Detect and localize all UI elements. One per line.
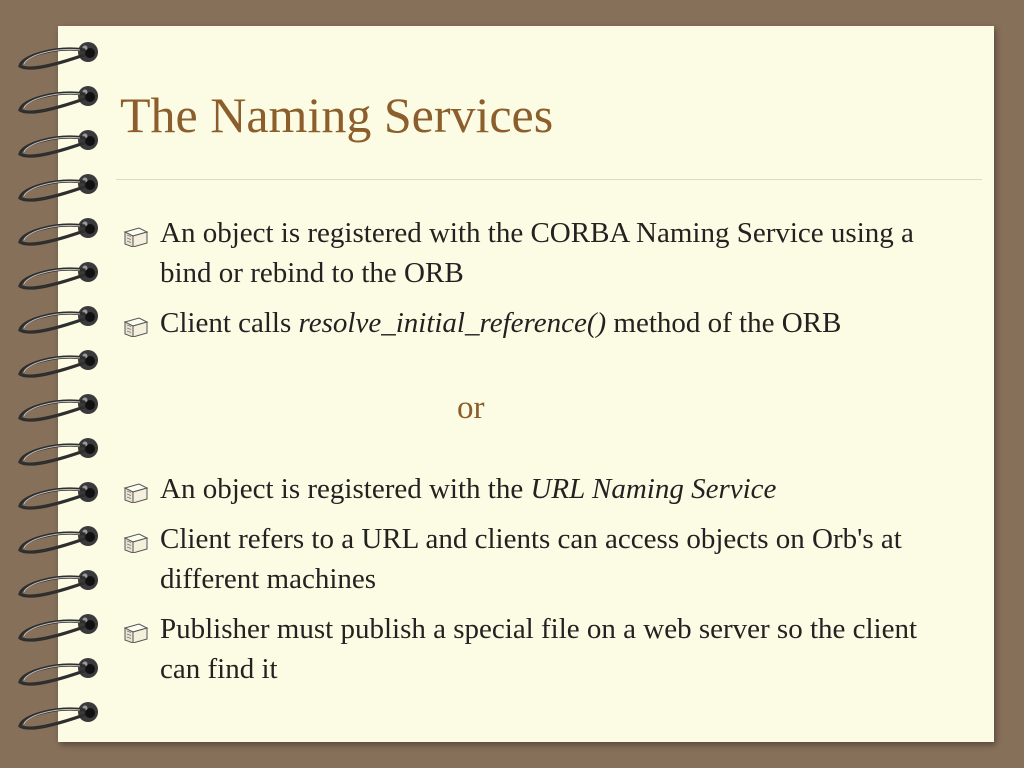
or-separator: or <box>457 390 485 426</box>
spiral-ring-icon <box>20 130 98 156</box>
spiral-ring-icon <box>20 218 98 244</box>
book-bullet-icon <box>122 479 150 503</box>
spiral-ring-icon <box>20 570 98 596</box>
slide-title: The Naming Services <box>120 87 554 143</box>
book-bullet-icon <box>122 223 150 247</box>
spiral-ring-icon <box>20 614 98 640</box>
spiral-ring-icon <box>20 482 98 508</box>
bullet-text-after: method of the ORB <box>606 307 842 339</box>
bullet-item <box>120 609 940 689</box>
spiral-ring-icon <box>20 42 98 68</box>
spiral-ring-icon <box>20 702 98 728</box>
bullet-text-before: An object is registered with the <box>160 473 531 505</box>
bullet-text: An object is registered with the CORBA Naming Service using a bind or rebind to the ORB <box>160 217 914 289</box>
bullet-text-italic: resolve_initial_reference() <box>298 307 607 339</box>
bullet-item <box>120 213 940 293</box>
spiral-ring-icon <box>20 306 98 332</box>
bullet-text-before: Client calls <box>160 307 299 339</box>
bullet-item <box>120 469 940 509</box>
spiral-ring-icon <box>20 86 98 112</box>
bullet-text: Client refers to a URL and clients can access objects on Orb's at different machines <box>160 523 902 595</box>
book-bullet-icon <box>122 529 150 553</box>
spiral-ring-icon <box>20 438 98 464</box>
title-divider <box>116 179 982 180</box>
bullet-list-group-2 <box>120 469 940 699</box>
spiral-ring-icon <box>20 174 98 200</box>
spiral-ring-icon <box>20 526 98 552</box>
bullet-list-group-1 <box>120 213 940 353</box>
bullet-text: Publisher must publish a special file on a web server so the client can find it <box>160 613 918 685</box>
spiral-ring-icon <box>20 394 98 420</box>
book-bullet-icon <box>122 313 150 337</box>
spiral-ring-icon <box>20 350 98 376</box>
book-bullet-icon <box>122 619 150 643</box>
bullet-item <box>120 303 940 343</box>
bullet-item <box>120 519 940 599</box>
spiral-ring-icon <box>20 262 98 288</box>
spiral-binding <box>0 0 120 768</box>
bullet-text-italic: URL Naming Service <box>530 473 777 505</box>
spiral-ring-icon <box>20 658 98 684</box>
